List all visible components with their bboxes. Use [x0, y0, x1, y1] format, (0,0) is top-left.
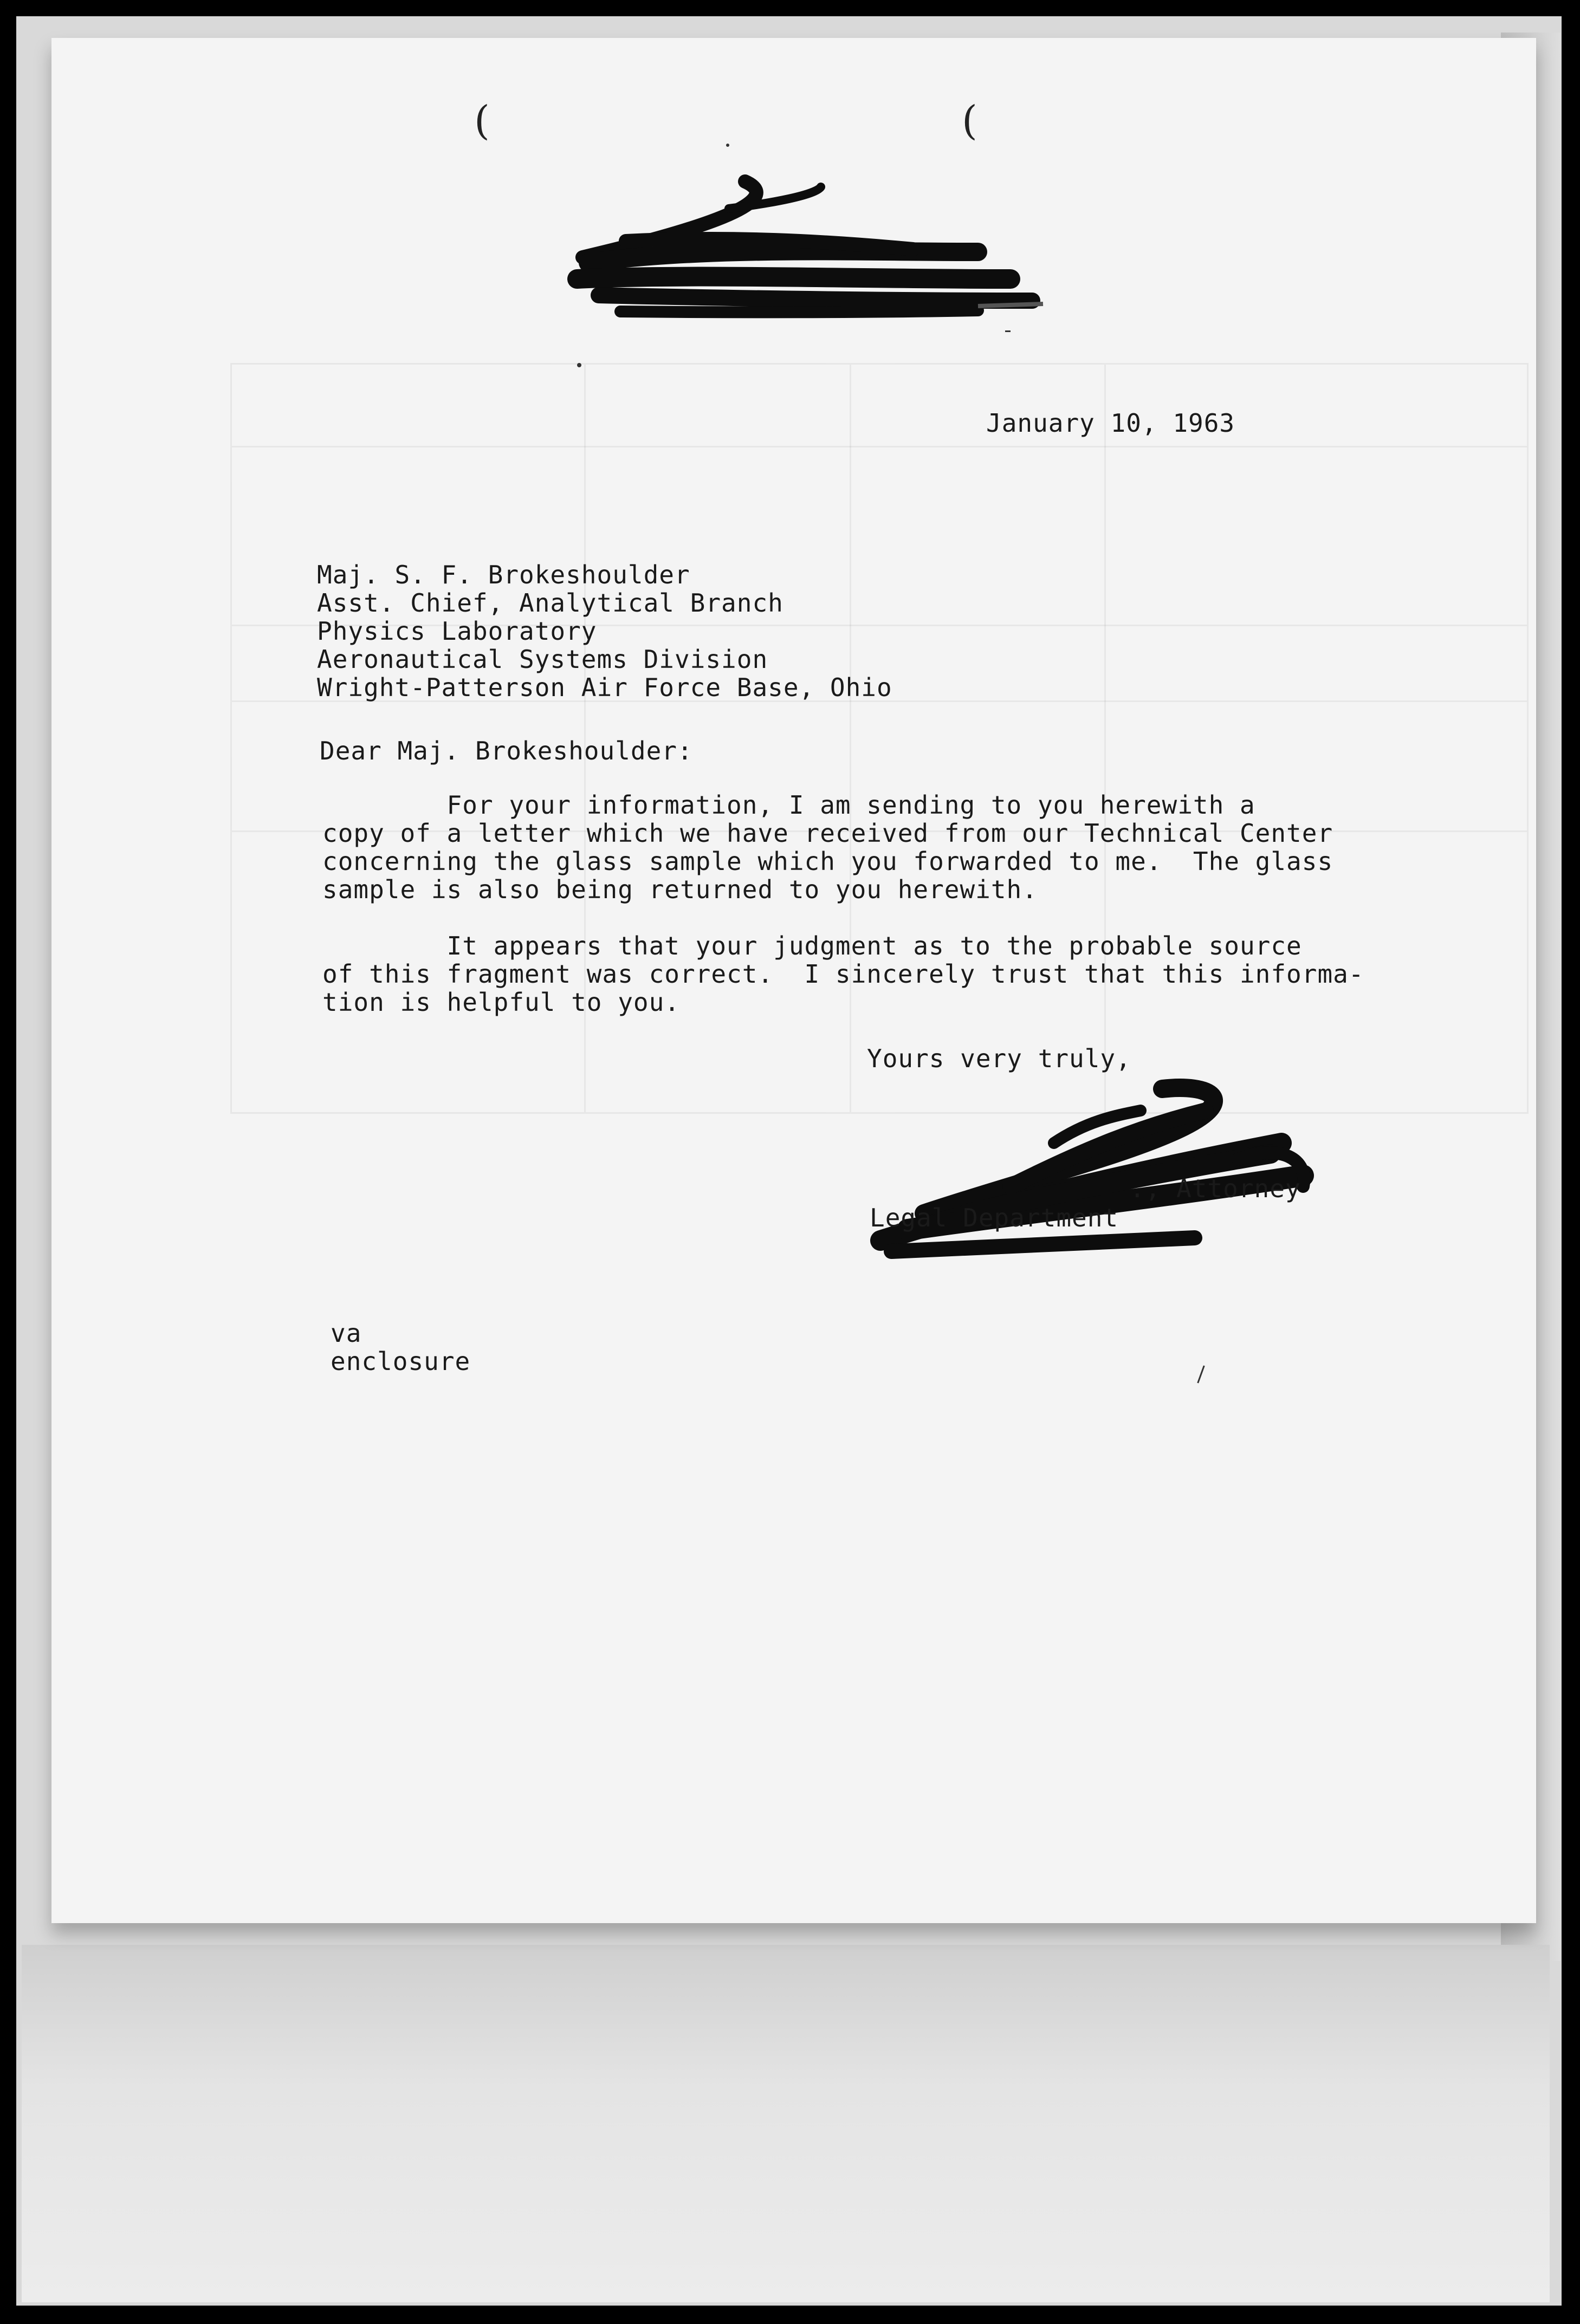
paren-mark-left: (: [474, 98, 490, 144]
letter-date: January 10, 1963: [986, 408, 1235, 438]
scan-lower-strip: [22, 1945, 1550, 2302]
speck: [577, 363, 581, 367]
address-line: Physics Laboratory: [317, 616, 597, 646]
speck: [726, 144, 729, 147]
salutation: Dear Maj. Brokeshoulder:: [320, 736, 693, 765]
body-line: For your information, I am sending to you herewith a: [322, 790, 1255, 820]
body-line: concerning the glass sample which you forwarded to me. The glass: [322, 847, 1333, 876]
closing: Yours very truly,: [867, 1044, 1131, 1073]
address-line: Maj. S. F. Brokeshoulder: [317, 560, 690, 589]
paren-mark-right: (: [962, 98, 977, 144]
enclosure-note: enclosure: [331, 1347, 471, 1376]
signature-department: Legal Department: [870, 1203, 1119, 1232]
address-line: Aeronautical Systems Division: [317, 645, 768, 674]
body-line: of this fragment was correct. I sincerely trust that this informa-: [322, 959, 1364, 989]
body-line: It appears that your judgment as to the probable source: [322, 931, 1302, 960]
signature-title: ., Attorney: [1130, 1174, 1301, 1203]
typist-initials: va: [331, 1319, 362, 1348]
pen-mark: [1197, 1366, 1205, 1384]
body-line: sample is also being returned to you herewith.: [322, 875, 1038, 904]
body-line: copy of a letter which we have received from our Technical Center: [322, 819, 1333, 848]
letter-page: [51, 38, 1536, 1923]
body-line: tion is helpful to you.: [322, 988, 680, 1017]
letterhead-redaction: [566, 171, 1065, 333]
address-line: Wright-Patterson Air Force Base, Ohio: [317, 673, 892, 702]
address-line: Asst. Chief, Analytical Branch: [317, 588, 783, 618]
